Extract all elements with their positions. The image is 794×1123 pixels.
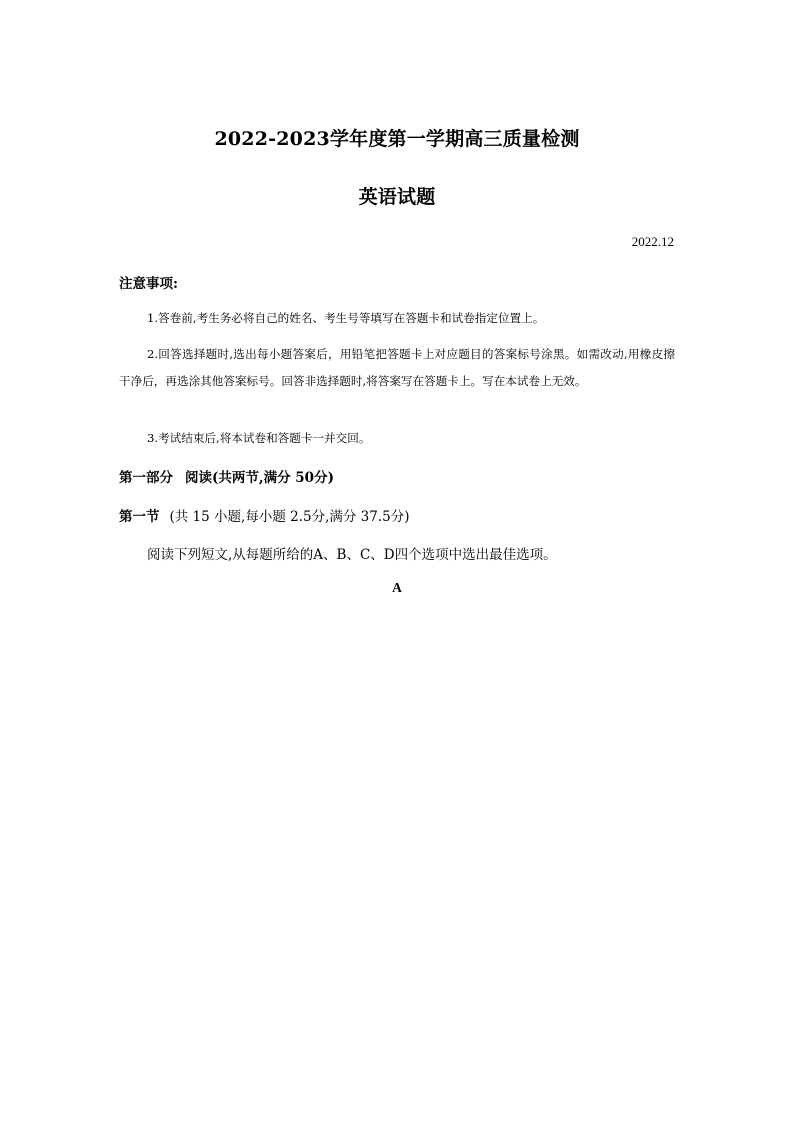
notice-item-1: 1.答卷前,考生务必将自己的姓名、考生号等填写在答题卡和试卷指定位置上。 bbox=[147, 311, 545, 325]
exam-date: 2022.12 bbox=[631, 234, 674, 249]
part-title: 阅读(共两节,满分 50分) bbox=[185, 470, 334, 486]
notices-heading: 注意事项: bbox=[119, 276, 178, 292]
part-name: 第一部分 bbox=[119, 470, 173, 486]
section-detail: (共 15 小题,每小题 2.5分,满分 37.5分) bbox=[169, 509, 410, 525]
exam-subtitle: 英语试题 bbox=[358, 186, 436, 208]
part-heading bbox=[119, 466, 334, 486]
notice-item-3: 3.考试结束后,将本试卷和答题卡一并交回。 bbox=[147, 431, 371, 445]
section-heading bbox=[119, 505, 410, 525]
exam-title: 2022-2023学年度第一学期高三质量检测 bbox=[214, 128, 580, 150]
reading-instruction: 阅读下列短文,从每题所给的A、B、C、D四个选项中选出最佳选项。 bbox=[147, 547, 557, 563]
notice-item-2: 2.回答选择题时,选出每小题答案后，用铅笔把答题卡上对应题目的答案标号涂黑。如需改动,用橡皮擦干净后，再选涂其他答案标号。回答非选择题时,将答案写在答题卡上。写在本试卷上无效。 bbox=[119, 347, 675, 388]
passage-label: A bbox=[392, 580, 402, 595]
section-name: 第一节 bbox=[119, 509, 160, 525]
